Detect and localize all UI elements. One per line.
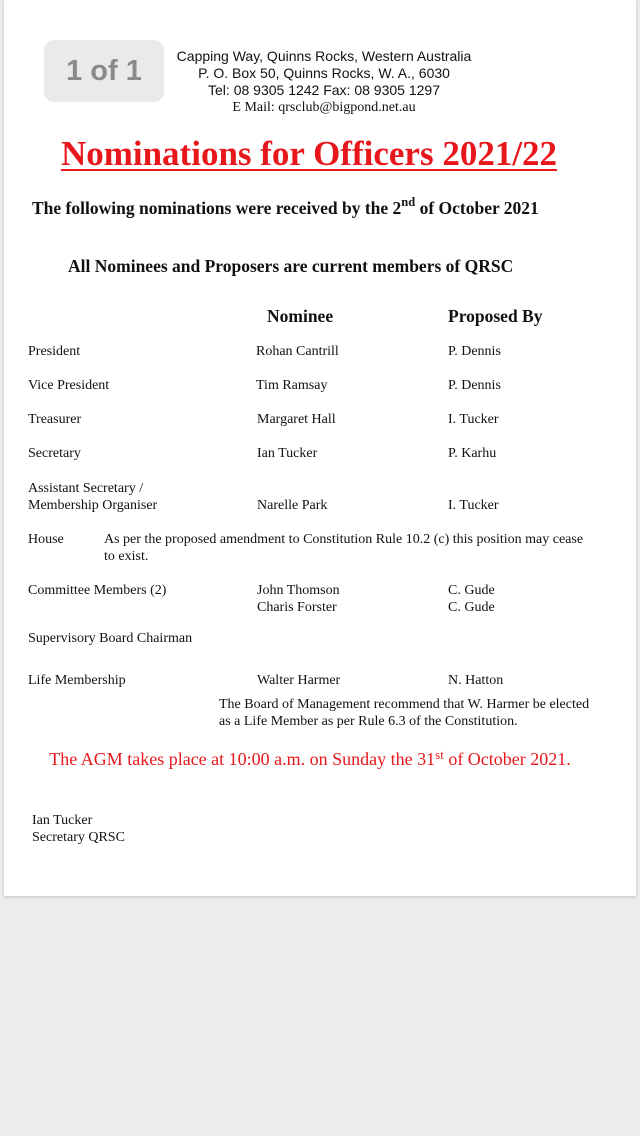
position-label: Life Membership xyxy=(28,673,126,688)
position-label: House xyxy=(28,532,64,547)
position-label: Committee Members (2) xyxy=(28,583,167,598)
nominee-name: Walter Harmer xyxy=(257,673,341,688)
phone-fax-line: Tel: 08 9305 1242 Fax: 08 9305 1297 xyxy=(208,82,440,98)
house-note: As per the proposed amendment to Constitution Rule 10.2 (c) this position may cease to exist. xyxy=(104,532,584,564)
position-label-line1: Assistant Secretary / xyxy=(28,481,144,496)
position-label: Supervisory Board Chairman xyxy=(28,631,193,646)
proposer-name: N. Hatton xyxy=(448,673,504,688)
position-label-line2: Membership Organiser xyxy=(28,498,158,513)
po-box-line: P. O. Box 50, Quinns Rocks, W. A., 6030 xyxy=(198,65,450,81)
agm-text-before: The AGM takes place at 10:00 a.m. on Sunday the 31 xyxy=(49,749,436,769)
club-letterhead xyxy=(144,48,504,116)
nominee-name: Tim Ramsay xyxy=(256,378,328,393)
proposer-name: P. Dennis xyxy=(448,344,501,359)
proposed-by-column-header: Proposed By xyxy=(448,306,543,326)
proposer-name: I. Tucker xyxy=(448,498,499,513)
intro-statement xyxy=(32,195,592,219)
intro-text-after: of October 2021 xyxy=(415,198,539,218)
document-page xyxy=(4,0,636,896)
members-note: All Nominees and Proposers are current members of QRSC xyxy=(68,256,514,276)
nominee-name: Margaret Hall xyxy=(257,412,336,427)
intro-text-before: The following nominations were received by the 2 xyxy=(32,198,402,218)
agm-superscript: st xyxy=(435,747,444,762)
proposer-name: P. Karhu xyxy=(448,446,497,461)
position-label: Treasurer xyxy=(28,412,82,427)
life-membership-note: The Board of Management recommend that W. Harmer be elected as a Life Member as per Rule 6.3 of the Constitution. xyxy=(219,697,590,729)
agm-text-after: of October 2021. xyxy=(443,749,571,769)
position-label: Vice President xyxy=(28,378,110,393)
nominee-column-header: Nominee xyxy=(267,306,334,326)
agm-notice xyxy=(40,748,580,771)
proposer-name: I. Tucker xyxy=(448,412,499,427)
address-line: Capping Way, Quinns Rocks, Western Australia xyxy=(176,48,472,64)
proposer-name: C. Gude xyxy=(448,600,495,615)
nominee-name: Charis Forster xyxy=(257,600,337,615)
proposer-name: C. Gude xyxy=(448,583,495,598)
position-label: Secretary xyxy=(28,446,81,461)
signature-title: Secretary QRSC xyxy=(32,830,125,845)
nominee-name: Rohan Cantrill xyxy=(256,344,339,359)
nominee-name: Narelle Park xyxy=(257,498,328,513)
intro-superscript: nd xyxy=(401,195,416,209)
email-line: E Mail: qrsclub@bigpond.net.au xyxy=(232,100,416,115)
nominee-name: Ian Tucker xyxy=(257,446,318,461)
proposer-name: P. Dennis xyxy=(448,378,501,393)
page-counter-badge: 1 of 1 xyxy=(44,40,164,102)
page-title: Nominations for Officers 2021/22 xyxy=(60,134,558,173)
signature-name: Ian Tucker xyxy=(32,813,93,828)
position-label: President xyxy=(28,344,81,359)
nominee-name: John Thomson xyxy=(257,583,340,598)
